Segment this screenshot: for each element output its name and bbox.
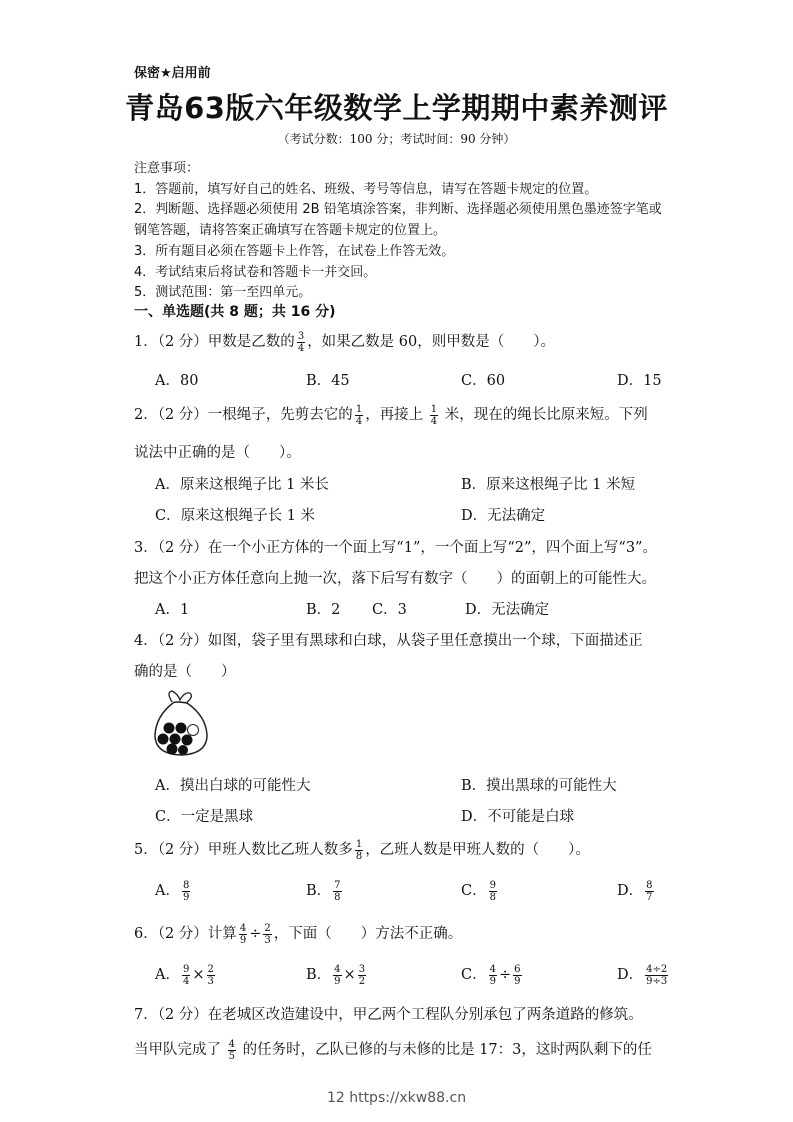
option-a[interactable]: A．1 [155, 602, 190, 618]
question-5 [134, 838, 590, 862]
exam-subtitle: （考试分数：100 分；考试时间：90 分钟） [277, 132, 516, 146]
question-6: 6．（2 分）计算 $\frac{4}{9}$ ÷ $\frac{2}{3}$ ，下面（ ）方法不正确。 [134, 922, 463, 946]
option-d[interactable]: D．无法确定 [461, 508, 546, 524]
question-3: 3．（2 分）在一个小正方体的一个面上写“1”，一个面上写“2”，四个面上写“3”。 [134, 540, 657, 556]
fraction: $\frac{4}{5}$ [228, 1038, 235, 1062]
option-c[interactable]: C．一定是黑球 [155, 809, 254, 825]
option-b[interactable]: B．原来这根绳子比 1 米短 [461, 477, 636, 493]
white-ball [188, 725, 199, 736]
option-c[interactable]: C．3 [372, 602, 407, 618]
note-item: 3．所有题目必须在答题卡上作答，在试卷上作答无效。 [134, 244, 455, 259]
notes-heading: 注意事项： [134, 161, 200, 176]
option-d[interactable]: D．无法确定 [465, 602, 550, 618]
confidential-label: 保密★启用前 [134, 66, 211, 81]
fraction: $\frac{3}{4}$ [297, 330, 305, 354]
option-c[interactable]: C． $\frac{9}{8}$ [461, 879, 496, 903]
question-text: 1．（2 分）甲数是乙数的 [134, 334, 295, 350]
option-a[interactable]: A． $\frac{9}{4}$ × $\frac{2}{3}$ [155, 963, 214, 987]
option-c[interactable]: C．60 [461, 373, 506, 389]
section-title: 一、单选题(共 8 题；共 16 分) [134, 304, 336, 320]
option-a[interactable]: A． $\frac{8}{9}$ [155, 879, 190, 903]
fraction: $\frac{1}{4}$ [355, 403, 363, 427]
option-c[interactable]: C．原来这根绳子长 1 米 [155, 508, 316, 524]
note-item: 1．答题前，填写好自己的姓名、班级、考号等信息，请写在答题卡规定的位置。 [134, 182, 598, 197]
option-b[interactable]: B． $\frac{4}{9}$ × $\frac{3}{2}$ [306, 963, 366, 987]
option-d[interactable]: D． $\frac{4\div 2}{9\div 3}$ [617, 963, 668, 987]
question-text: ，下面（ ）方法不正确。 [273, 926, 463, 942]
option-b[interactable]: B． $\frac{7}{8}$ [306, 879, 341, 903]
option-d[interactable]: D．15 [617, 373, 662, 389]
option-a[interactable]: A．80 [155, 373, 199, 389]
question-text: ，再接上 [365, 407, 424, 423]
fraction: $\frac{4}{9}$ [239, 922, 247, 946]
fraction: $\frac{1}{4}$ [430, 403, 438, 427]
note-item: 4．考试结束后将试卷和答题卡一并交回。 [134, 265, 377, 280]
question-text: 说法中正确的是（ ）。 [134, 445, 301, 461]
question-7: 7．（2 分）在老城区改造建设中，甲乙两个工程队分别承包了两条道路的修筑。 [134, 1007, 643, 1023]
note-item: 钢笔答题，请将答案正确填写在答题卡规定的位置上。 [134, 223, 447, 238]
black-ball [170, 734, 181, 745]
note-item: 2．判断题、选择题必须使用 2B 铅笔填涂答案，非判断、选择题必须使用黑色墨迹签字笔或 [134, 202, 662, 217]
page-title: 青岛63版六年级数学上学期期中素养测评 [125, 91, 668, 125]
black-ball [182, 735, 193, 746]
question-text: ，如果乙数是 60，则甲数是（ ）。 [307, 334, 555, 350]
question-text: 6．（2 分）计算 [134, 926, 237, 942]
question-text: ，乙班人数是甲班人数的（ ）。 [365, 842, 590, 858]
black-ball [164, 723, 175, 734]
question-text: 确的是（ ） [134, 664, 236, 680]
black-ball [176, 723, 187, 734]
option-b[interactable]: B．摸出黑球的可能性大 [461, 778, 617, 794]
bag-tie [169, 691, 191, 703]
black-ball [167, 744, 178, 755]
option-a[interactable]: A．原来这根绳子比 1 米长 [155, 477, 329, 493]
question-1 [134, 330, 555, 354]
black-ball [158, 734, 169, 745]
question-4: 4．（2 分）如图，袋子里有黑球和白球，从袋子里任意摸出一个球，下面描述正 [134, 633, 643, 649]
question-text: 2．（2 分）一根绳子，先剪去它的 [134, 407, 353, 423]
option-b[interactable]: B．45 [306, 373, 350, 389]
option-d[interactable]: D．不可能是白球 [461, 809, 575, 825]
fraction: $\frac{1}{8}$ [355, 838, 363, 862]
option-d[interactable]: D． $\frac{8}{7}$ [617, 879, 653, 903]
fraction: $\frac{2}{3}$ [264, 922, 271, 946]
note-item: 5．测试范围：第一至四单元。 [134, 285, 312, 300]
option-a[interactable]: A．摸出白球的可能性大 [155, 778, 311, 794]
option-c[interactable]: C． $\frac{4}{9}$ ÷ $\frac{6}{9}$ [461, 963, 521, 987]
ball-bag-illustration [150, 688, 212, 758]
black-ball [178, 745, 188, 755]
question-2 [134, 403, 648, 427]
option-b[interactable]: B．2 [306, 602, 341, 618]
page-footer: 12 https://xkw88.cn [326, 1090, 467, 1106]
question-text: 米，现在的绳长比原来短。下列 [444, 407, 648, 423]
question-text: 5．（2 分）甲班人数比乙班人数多 [134, 842, 353, 858]
question-text: 当甲队完成了 $\frac{4}{5}$ 的任务时，乙队已修的与未修的比是 17：3，这时两队剩下的任 [134, 1038, 652, 1062]
question-text: 把这个小正方体任意向上抛一次，落下后写有数字（ ）的面朝上的可能性大。 [134, 571, 656, 587]
